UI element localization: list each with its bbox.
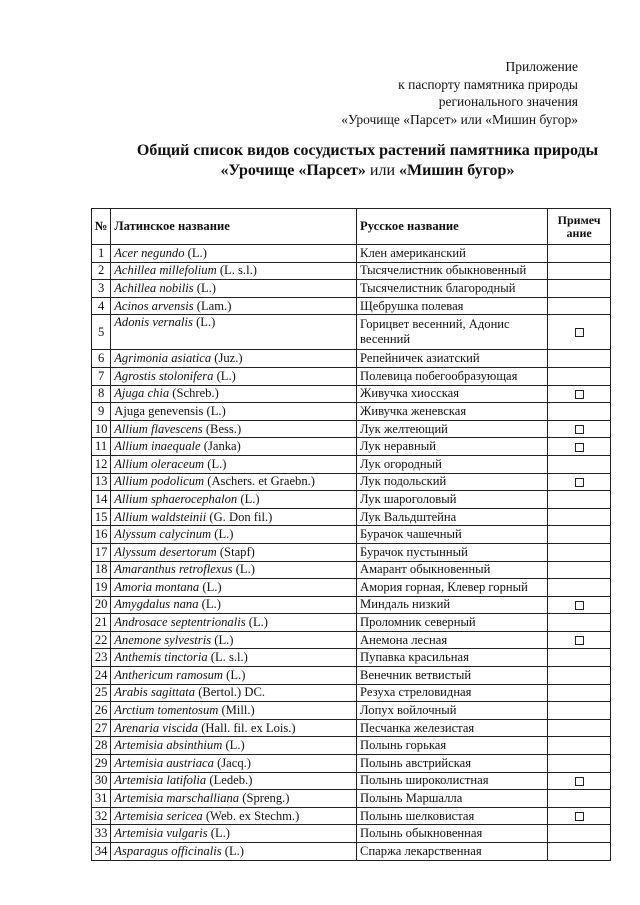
table-header-row <box>92 209 611 245</box>
table-row <box>92 262 611 280</box>
table-row <box>92 508 611 526</box>
row-number: 29 <box>92 755 111 773</box>
latin-genus-species: Allium inaequale <box>114 439 201 454</box>
latin-genus-species: Artemisia marschalliana <box>114 791 240 806</box>
note-cell <box>548 843 611 861</box>
latin-name <box>111 420 357 438</box>
appendix-line: к паспорту памятника природы <box>398 76 578 92</box>
russian-name: Лук неравный <box>357 438 548 456</box>
row-number: 5 <box>92 315 111 350</box>
table-row <box>92 315 611 350</box>
latin-genus-species: Allium oleraceum <box>114 456 205 471</box>
russian-name: Репейничек азиатский <box>357 350 548 368</box>
latin-genus-species: Amygdalus nana <box>114 597 199 612</box>
note-cell <box>548 596 611 614</box>
latin-author: (Lam.) <box>193 298 232 313</box>
row-number: 11 <box>92 438 111 456</box>
latin-genus-species: Allium flavescens <box>114 421 203 436</box>
note-cell <box>548 526 611 544</box>
title-part: «Мишин бугор» <box>399 162 515 179</box>
latin-genus-species: Acer negundo <box>114 245 185 260</box>
latin-name <box>111 543 357 561</box>
latin-author: (L.) <box>232 562 255 577</box>
latin-author: (L.) <box>222 738 245 753</box>
latin-name <box>111 755 357 773</box>
russian-name: Горицвет весенний, Адонис весенний <box>357 315 548 350</box>
latin-author: (L.) <box>198 597 221 612</box>
table-row <box>92 772 611 790</box>
row-number: 26 <box>92 702 111 720</box>
latin-name <box>111 772 357 790</box>
row-number: 7 <box>92 367 111 385</box>
row-number: 18 <box>92 561 111 579</box>
note-cell <box>548 631 611 649</box>
latin-genus-species: Arctium tomentosum <box>114 703 219 718</box>
latin-name <box>111 403 357 421</box>
note-cell <box>548 667 611 685</box>
latin-author: (L.) <box>211 632 234 647</box>
note-cell <box>548 649 611 667</box>
latin-genus-species: Acinos arvensis <box>114 298 194 313</box>
table-row <box>92 790 611 808</box>
latin-author: (L.) <box>184 245 207 260</box>
table-row <box>92 420 611 438</box>
row-number: 9 <box>92 403 111 421</box>
russian-name: Резуха стреловидная <box>357 684 548 702</box>
note-cell <box>548 825 611 843</box>
latin-author: (Bess.) <box>202 421 242 436</box>
table-row <box>92 825 611 843</box>
latin-name <box>111 579 357 597</box>
table-row <box>92 561 611 579</box>
latin-author: (Mill.) <box>218 703 255 718</box>
header-number: № <box>92 209 111 245</box>
russian-name: Анемона лесная <box>357 631 548 649</box>
row-number: 19 <box>92 579 111 597</box>
latin-author: (L.) <box>221 843 245 858</box>
latin-genus-species: Anthericum ramosum <box>114 667 224 682</box>
latin-genus-species: Artemisia latifolia <box>114 773 207 788</box>
latin-genus-species: Anthemis tinctoria <box>114 650 208 665</box>
table-row <box>92 455 611 473</box>
title-part: или <box>365 162 400 179</box>
row-number: 14 <box>92 491 111 509</box>
latin-author: Ajuga genevensis (L.) <box>114 403 226 418</box>
latin-name <box>111 455 357 473</box>
note-cell <box>548 790 611 808</box>
note-cell <box>548 403 611 421</box>
latin-name <box>111 825 357 843</box>
russian-name: Лопух войлочный <box>357 702 548 720</box>
title-line-2 <box>100 161 635 181</box>
latin-genus-species: Allium waldsteinii <box>114 509 207 524</box>
note-cell <box>548 438 611 456</box>
latin-genus-species: Ajuga chia <box>114 386 170 401</box>
latin-author: (Ledeb.) <box>206 773 253 788</box>
note-cell <box>548 719 611 737</box>
russian-name: Амарант обыкновенный <box>357 561 548 579</box>
appendix-line: «Урочище «Парсет» или «Мишин бугор» <box>341 111 578 127</box>
latin-author: (Janka) <box>200 439 241 454</box>
appendix-line: регионального значения <box>438 94 578 109</box>
latin-genus-species: Amaranthus retroflexus <box>114 562 233 577</box>
title-part: «Урочище «Парсет» <box>220 162 366 179</box>
appendix-note <box>341 58 578 128</box>
latin-name <box>111 508 357 526</box>
russian-name: Клен американский <box>357 245 548 263</box>
latin-genus-species: Artemisia absinthium <box>114 738 223 753</box>
header-latin: Латинское название <box>111 209 357 245</box>
table-row <box>92 579 611 597</box>
latin-name <box>111 843 357 861</box>
table-row <box>92 596 611 614</box>
table-row <box>92 649 611 667</box>
note-cell <box>548 385 611 403</box>
table-body <box>92 245 611 861</box>
latin-genus-species: Alyssum desertorum <box>114 544 217 559</box>
note-cell <box>548 297 611 315</box>
russian-name: Пупавка красильная <box>357 649 548 667</box>
note-cell <box>548 737 611 755</box>
latin-name <box>111 315 357 350</box>
table-row <box>92 403 611 421</box>
checkbox-mark-icon <box>575 478 584 487</box>
note-cell <box>548 473 611 491</box>
latin-name <box>111 807 357 825</box>
latin-name <box>111 719 357 737</box>
note-cell <box>548 245 611 263</box>
latin-author: (L.) <box>192 315 216 330</box>
latin-genus-species: Agrimonia asiatica <box>114 351 212 366</box>
latin-genus-species: Androsace septentrionalis <box>114 615 246 630</box>
row-number: 23 <box>92 649 111 667</box>
row-number: 2 <box>92 262 111 280</box>
latin-name <box>111 367 357 385</box>
table-row <box>92 667 611 685</box>
row-number: 4 <box>92 297 111 315</box>
table-row <box>92 297 611 315</box>
latin-name <box>111 684 357 702</box>
row-number: 31 <box>92 790 111 808</box>
latin-author: (L. s.l.) <box>216 263 257 278</box>
table-row <box>92 438 611 456</box>
russian-name: Бурачок пустынный <box>357 543 548 561</box>
note-cell <box>548 350 611 368</box>
row-number: 16 <box>92 526 111 544</box>
note-cell <box>548 543 611 561</box>
row-number: 6 <box>92 350 111 368</box>
latin-genus-species: Allium podolicum <box>114 474 205 489</box>
row-number: 28 <box>92 737 111 755</box>
latin-author: (L.) <box>223 667 246 682</box>
latin-genus-species: Artemisia austriaca <box>114 755 214 770</box>
latin-genus-species: Artemisia vulgaris <box>114 826 208 841</box>
table-row <box>92 245 611 263</box>
latin-genus-species: Arabis sagittata <box>114 685 196 700</box>
russian-name: Проломник северный <box>357 614 548 632</box>
latin-genus-species: Achillea nobilis <box>114 280 194 295</box>
row-number: 34 <box>92 843 111 861</box>
table-row <box>92 755 611 773</box>
checkbox-mark-icon <box>575 777 584 786</box>
russian-name: Живучка женевская <box>357 403 548 421</box>
latin-genus-species: Anemone sylvestris <box>114 632 212 647</box>
header-russian: Русское название <box>357 209 548 245</box>
russian-name: Живучка хиосская <box>357 385 548 403</box>
latin-name <box>111 385 357 403</box>
row-number: 8 <box>92 385 111 403</box>
row-number: 33 <box>92 825 111 843</box>
row-number: 13 <box>92 473 111 491</box>
row-number: 17 <box>92 543 111 561</box>
russian-name: Полынь шелковистая <box>357 807 548 825</box>
table-row <box>92 385 611 403</box>
russian-name: Тысячелистник благородный <box>357 280 548 298</box>
table-row <box>92 491 611 509</box>
table-row <box>92 631 611 649</box>
table-row <box>92 526 611 544</box>
latin-genus-species: Arenaria viscida <box>114 720 199 735</box>
document-title <box>100 141 635 181</box>
row-number: 22 <box>92 631 111 649</box>
row-number: 32 <box>92 807 111 825</box>
table-row <box>92 367 611 385</box>
latin-name <box>111 737 357 755</box>
latin-author: (Spreng.) <box>239 791 290 806</box>
checkbox-mark-icon <box>575 812 584 821</box>
note-cell <box>548 579 611 597</box>
russian-name: Полынь Маршалла <box>357 790 548 808</box>
checkbox-mark-icon <box>575 636 584 645</box>
russian-name: Амория горная, Клевер горный <box>357 579 548 597</box>
note-cell <box>548 455 611 473</box>
russian-name: Лук огородный <box>357 455 548 473</box>
latin-name <box>111 473 357 491</box>
latin-name <box>111 631 357 649</box>
latin-author: (L.) <box>199 579 222 594</box>
row-number: 3 <box>92 280 111 298</box>
latin-name <box>111 297 357 315</box>
row-number: 24 <box>92 667 111 685</box>
latin-author: (L.) <box>193 280 217 295</box>
latin-author: (Juz.) <box>211 351 243 366</box>
row-number: 20 <box>92 596 111 614</box>
latin-genus-species: Artemisia sericea <box>114 808 203 823</box>
latin-genus-species: Achillea millefolium <box>114 263 217 278</box>
russian-name: Полынь широколистная <box>357 772 548 790</box>
russian-name: Тысячелистник обыкновенный <box>357 262 548 280</box>
row-number: 12 <box>92 455 111 473</box>
note-cell <box>548 684 611 702</box>
note-cell <box>548 262 611 280</box>
latin-name <box>111 702 357 720</box>
appendix-line: Приложение <box>505 59 578 74</box>
note-cell <box>548 702 611 720</box>
table-row <box>92 614 611 632</box>
table-row <box>92 843 611 861</box>
latin-author: (Hall. fil. ex Lois.) <box>198 720 296 735</box>
latin-name <box>111 350 357 368</box>
russian-name: Венечник ветвистый <box>357 667 548 685</box>
latin-author: (Stapf) <box>216 544 255 559</box>
note-cell <box>548 755 611 773</box>
russian-name: Лук шароголовый <box>357 491 548 509</box>
checkbox-mark-icon <box>575 390 584 399</box>
checkbox-mark-icon <box>575 443 584 452</box>
note-cell <box>548 807 611 825</box>
russian-name: Спаржа лекарственная <box>357 843 548 861</box>
header-note: Примеч ание <box>548 209 611 245</box>
checkbox-mark-icon <box>575 601 584 610</box>
table-row <box>92 350 611 368</box>
title-line-1: Общий список видов сосудистых растений памятника природы <box>136 142 599 159</box>
latin-author: (L.) <box>213 368 236 383</box>
russian-name: Полынь обыкновенная <box>357 825 548 843</box>
russian-name: Щебрушка полевая <box>357 297 548 315</box>
table-row <box>92 719 611 737</box>
row-number: 27 <box>92 719 111 737</box>
russian-name: Полевица побегообразующая <box>357 367 548 385</box>
row-number: 21 <box>92 614 111 632</box>
table-row <box>92 473 611 491</box>
table-row <box>92 702 611 720</box>
latin-author: (G. Don fil.) <box>206 509 273 524</box>
latin-name <box>111 280 357 298</box>
latin-author: (L.) <box>207 826 231 841</box>
russian-name: Миндаль низкий <box>357 596 548 614</box>
latin-author: (L.) <box>237 491 260 506</box>
table-row <box>92 684 611 702</box>
table-row <box>92 807 611 825</box>
russian-name: Полынь австрийская <box>357 755 548 773</box>
russian-name: Полынь горькая <box>357 737 548 755</box>
note-cell <box>548 420 611 438</box>
latin-name <box>111 491 357 509</box>
latin-author: (Jacq.) <box>213 755 251 770</box>
note-cell <box>548 772 611 790</box>
note-cell <box>548 614 611 632</box>
latin-name <box>111 245 357 263</box>
latin-name <box>111 649 357 667</box>
russian-name: Лук желтеющий <box>357 420 548 438</box>
latin-author: (L.) <box>204 456 227 471</box>
latin-name <box>111 438 357 456</box>
latin-name <box>111 561 357 579</box>
latin-author: (L.) <box>245 615 269 630</box>
russian-name: Песчанка железистая <box>357 719 548 737</box>
russian-name: Бурачок чашечный <box>357 526 548 544</box>
row-number: 1 <box>92 245 111 263</box>
note-cell <box>548 280 611 298</box>
latin-genus-species: Amoria montana <box>114 579 200 594</box>
table-row <box>92 543 611 561</box>
note-cell <box>548 508 611 526</box>
checkbox-mark-icon <box>575 328 584 337</box>
table-row <box>92 737 611 755</box>
note-cell <box>548 561 611 579</box>
latin-author: (Web. ex Stechm.) <box>202 808 300 823</box>
latin-name <box>111 790 357 808</box>
latin-author: (L.) <box>211 527 234 542</box>
latin-genus-species: Agrostis stolonifera <box>114 368 214 383</box>
latin-genus-species: Asparagus officinalis <box>114 843 222 858</box>
row-number: 30 <box>92 772 111 790</box>
row-number: 25 <box>92 684 111 702</box>
note-cell <box>548 367 611 385</box>
latin-name <box>111 596 357 614</box>
latin-genus-species: Alyssum calycinum <box>114 527 212 542</box>
latin-name <box>111 667 357 685</box>
latin-author: (Aschers. et Graebn.) <box>204 474 315 489</box>
table-row <box>92 280 611 298</box>
latin-genus-species: Allium sphaerocephalon <box>114 491 238 506</box>
row-number: 10 <box>92 420 111 438</box>
russian-name: Лук подольский <box>357 473 548 491</box>
note-cell <box>548 315 611 350</box>
russian-name: Лук Вальдштейна <box>357 508 548 526</box>
latin-name <box>111 614 357 632</box>
row-number: 15 <box>92 508 111 526</box>
latin-name <box>111 526 357 544</box>
note-cell <box>548 491 611 509</box>
latin-author: (Bertol.) DC. <box>195 685 266 700</box>
latin-name <box>111 262 357 280</box>
latin-genus-species: Adonis vernalis <box>114 315 193 330</box>
species-table <box>91 208 611 861</box>
checkbox-mark-icon <box>575 425 584 434</box>
latin-author: (Schreb.) <box>169 386 219 401</box>
latin-author: (L. s.l.) <box>207 650 248 665</box>
